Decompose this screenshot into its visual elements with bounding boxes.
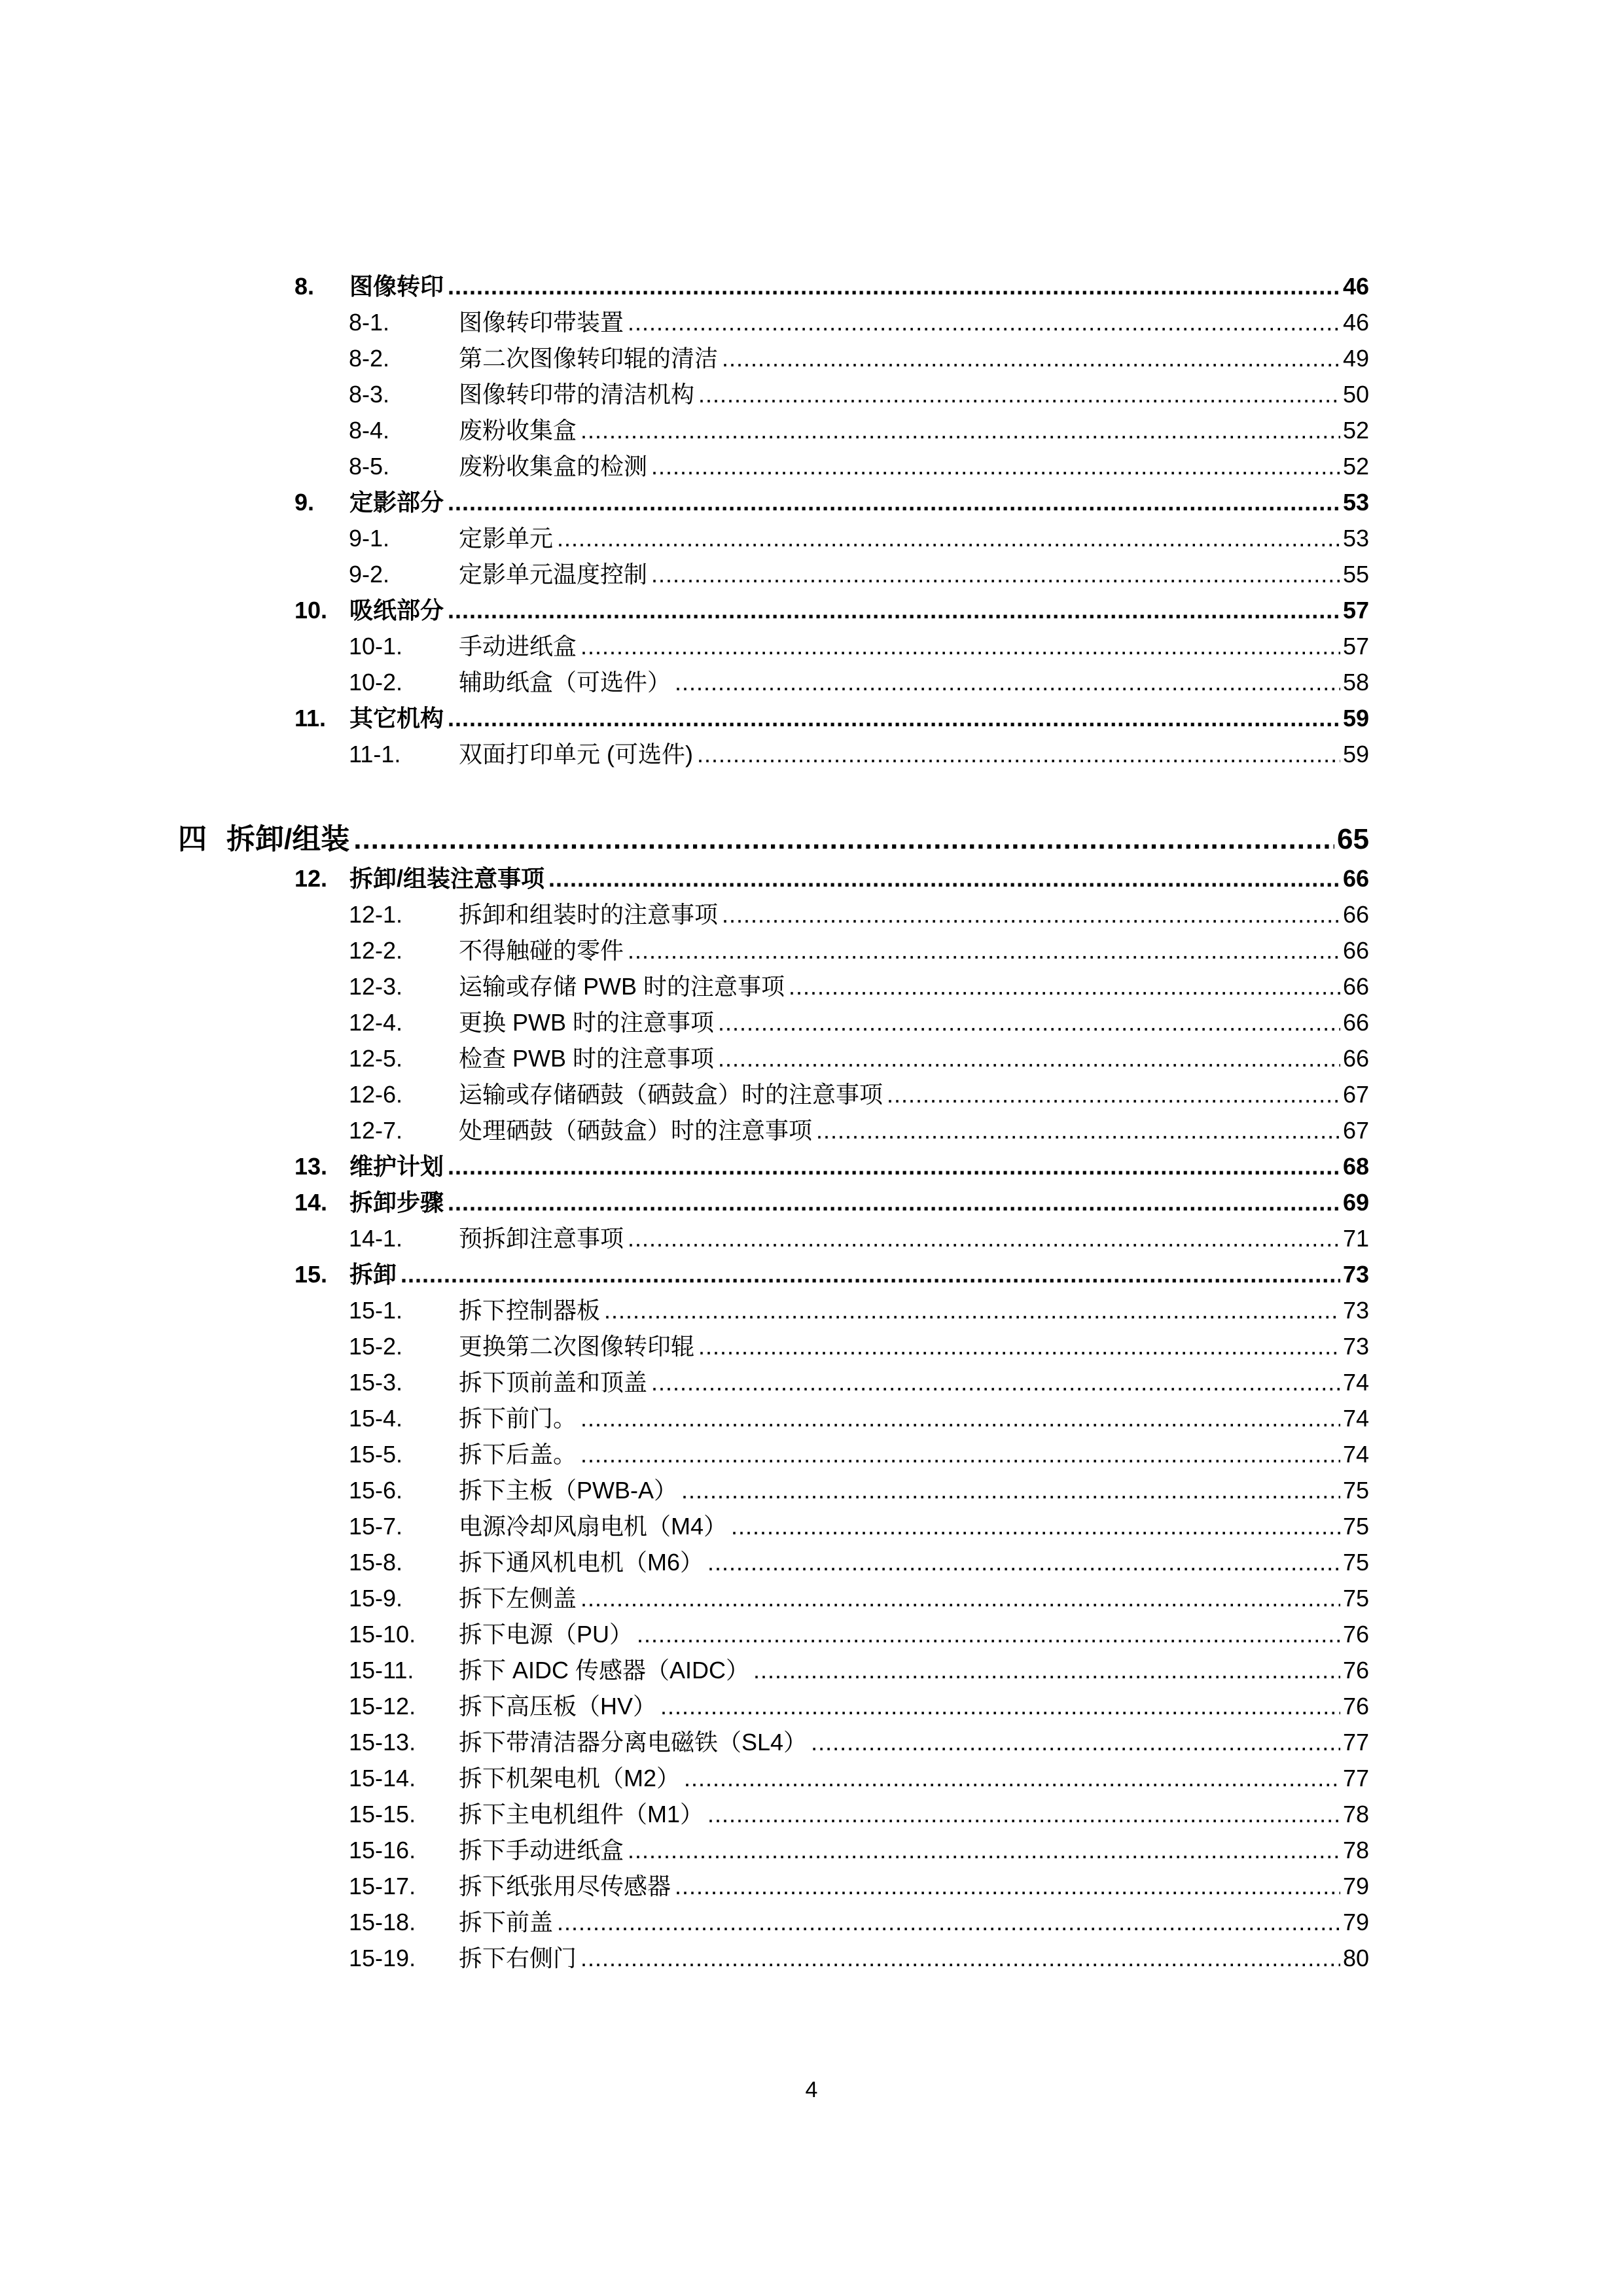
dot-leader [628, 1224, 1340, 1254]
toc-subsection-entry[interactable] [349, 1080, 1369, 1110]
dot-leader [580, 1404, 1340, 1434]
toc-entry-title: 拆下主电机组件（M1） [459, 1801, 704, 1828]
dot-leader [353, 822, 1334, 857]
toc-entry-page: 79 [1342, 1909, 1369, 1935]
toc-entry-number: 15-12. [349, 1693, 416, 1720]
toc-entry-number: 12. [294, 865, 328, 892]
toc-subsection-entry[interactable] [349, 1763, 1369, 1793]
toc-entry-title: 吸纸部分 [349, 597, 444, 624]
toc-subsection-entry[interactable] [349, 631, 1369, 662]
toc-entry-title: 拆卸/组装注意事项 [349, 865, 545, 892]
toc-entry-page: 66 [1342, 973, 1369, 1000]
toc-entry-page: 74 [1342, 1405, 1369, 1432]
dot-leader [707, 1547, 1340, 1578]
toc-section-entry[interactable] [294, 864, 1369, 894]
toc-entry-page: 68 [1342, 1153, 1369, 1180]
toc-entry-number: 15-10. [349, 1621, 416, 1648]
toc-entry-page: 78 [1342, 1801, 1369, 1828]
dot-leader [697, 739, 1340, 769]
toc-entry-number: 8-4. [349, 417, 390, 444]
dot-leader [675, 1871, 1340, 1901]
toc-section-entry[interactable] [294, 595, 1369, 626]
dot-leader [448, 487, 1340, 518]
toc-part-entry[interactable] [178, 822, 1369, 857]
toc-entry-title: 第二次图像转印辊的清洁 [459, 345, 719, 372]
dot-leader [557, 523, 1340, 554]
dot-leader [628, 936, 1340, 966]
toc-entry-page: 66 [1342, 901, 1369, 928]
toc-entry-title: 更换第二次图像转印辊 [459, 1333, 695, 1360]
toc-entry-page: 66 [1342, 1009, 1369, 1036]
toc-entry-number: 9-1. [349, 525, 390, 552]
dot-leader [448, 1188, 1340, 1218]
toc-subsection-entry[interactable] [349, 1439, 1369, 1470]
dot-leader [811, 1727, 1340, 1757]
dot-leader [789, 972, 1340, 1002]
toc-section-entry[interactable] [294, 703, 1369, 733]
toc-subsection-entry[interactable] [349, 1727, 1369, 1757]
toc-entry-title: 拆下主板（PWB-A） [459, 1477, 678, 1504]
toc-entry-page: 76 [1342, 1621, 1369, 1648]
dot-leader [722, 900, 1340, 930]
dot-leader [707, 1799, 1340, 1829]
toc-entry-title: 拆下后盖。 [459, 1441, 577, 1468]
toc-entry-page: 74 [1342, 1369, 1369, 1396]
toc-entry-page: 46 [1342, 273, 1369, 300]
toc-entry-title: 图像转印带装置 [459, 309, 624, 336]
dot-leader [580, 1583, 1340, 1614]
toc-entry-page: 52 [1342, 417, 1369, 444]
toc-entry-page: 49 [1342, 345, 1369, 372]
toc-entry-number: 15-2. [349, 1333, 403, 1360]
toc-subsection-entry[interactable] [349, 936, 1369, 966]
toc-entry-title: 拆卸 [349, 1261, 397, 1288]
toc-entry-title: 拆下纸张用尽传感器 [459, 1873, 671, 1899]
toc-subsection-entry[interactable] [349, 415, 1369, 446]
toc-entry-page: 73 [1342, 1297, 1369, 1324]
toc-subsection-entry[interactable] [349, 1943, 1369, 1973]
toc-subsection-entry[interactable] [349, 559, 1369, 590]
toc-subsection-entry[interactable] [349, 1583, 1369, 1614]
toc-entry-number: 15-4. [349, 1405, 403, 1432]
toc-entry-page: 78 [1342, 1837, 1369, 1863]
toc-entry-title: 拆下机架电机（M2） [459, 1765, 681, 1792]
dot-leader [887, 1080, 1340, 1110]
dot-leader [580, 1943, 1340, 1973]
toc-entry-number: 15-16. [349, 1837, 416, 1863]
toc-entry-number: 15-18. [349, 1909, 416, 1935]
toc-entry-title: 双面打印单元 (可选件) [459, 741, 693, 768]
toc-entry-title: 运输或存储硒鼓（硒鼓盒）时的注意事项 [459, 1081, 883, 1108]
toc-entry-title: 拆卸和组装时的注意事项 [459, 901, 719, 928]
dot-leader [684, 1763, 1340, 1793]
toc-subsection-entry[interactable] [349, 1116, 1369, 1146]
dot-leader [628, 308, 1340, 338]
dot-leader [557, 1907, 1340, 1937]
toc-entry-number: 15-9. [349, 1585, 403, 1612]
toc-entry-title: 辅助纸盒（可选件） [459, 669, 671, 696]
dot-leader [580, 631, 1340, 662]
toc-entry-page: 53 [1342, 525, 1369, 552]
toc-entry-title: 手动进纸盒 [459, 633, 577, 660]
toc-entry-number: 10-1. [349, 633, 403, 660]
toc-entry-number: 13. [294, 1153, 328, 1180]
toc-subsection-entry[interactable] [349, 972, 1369, 1002]
toc-entry-page: 67 [1342, 1117, 1369, 1144]
dot-leader [604, 1296, 1340, 1326]
toc-section-entry[interactable] [294, 272, 1369, 302]
toc-entry-number: 14-1. [349, 1225, 403, 1252]
toc-entry-number: 15-15. [349, 1801, 416, 1828]
toc-entry-page: 74 [1342, 1441, 1369, 1468]
toc-subsection-entry[interactable] [349, 1655, 1369, 1686]
toc-entry-number: 四 [178, 823, 207, 855]
toc-subsection-entry[interactable] [349, 667, 1369, 698]
toc-entry-page: 65 [1337, 823, 1369, 855]
dot-leader [718, 1008, 1340, 1038]
dot-leader [651, 1368, 1340, 1398]
toc-entry-number: 11-1. [349, 741, 401, 768]
toc-entry-page: 76 [1342, 1657, 1369, 1684]
toc-entry-number: 14. [294, 1189, 328, 1216]
dot-leader [448, 1152, 1340, 1182]
toc-entry-page: 58 [1342, 669, 1369, 696]
toc-entry-number: 8-1. [349, 309, 390, 336]
dot-leader [660, 1691, 1340, 1722]
toc-subsection-entry[interactable] [349, 1044, 1369, 1074]
toc-entry-title: 运输或存储 PWB 时的注意事项 [459, 973, 785, 1000]
toc-entry-title: 处理硒鼓（硒鼓盒）时的注意事项 [459, 1117, 813, 1144]
toc-subsection-entry[interactable] [349, 1691, 1369, 1722]
toc-entry-title: 维护计划 [349, 1153, 444, 1180]
dot-leader [675, 667, 1340, 698]
toc-entry-page: 59 [1342, 705, 1369, 732]
toc-section-entry[interactable] [294, 487, 1369, 518]
toc-entry-number: 9. [294, 489, 315, 516]
toc-entry-title: 其它机构 [349, 705, 444, 732]
dot-leader [651, 451, 1340, 482]
toc-entry-page: 77 [1342, 1729, 1369, 1756]
dot-leader [448, 272, 1340, 302]
toc-entry-title: 拆下左侧盖 [459, 1585, 577, 1612]
toc-entry-title: 图像转印带的清洁机构 [459, 381, 695, 408]
toc-entry-number: 8-2. [349, 345, 390, 372]
toc-entry-page: 66 [1342, 937, 1369, 964]
toc-entry-page: 55 [1342, 561, 1369, 588]
toc-entry-page: 52 [1342, 453, 1369, 480]
toc-entry-number: 12-5. [349, 1045, 403, 1072]
toc-entry-page: 73 [1342, 1333, 1369, 1360]
toc-subsection-entry[interactable] [349, 900, 1369, 930]
toc-subsection-entry[interactable] [349, 1511, 1369, 1542]
toc-entry-page: 77 [1342, 1765, 1369, 1792]
toc-entry-page: 59 [1342, 741, 1369, 768]
toc-entry-page: 76 [1342, 1693, 1369, 1720]
toc-entry-title: 拆下 AIDC 传感器（AIDC） [459, 1657, 750, 1684]
toc-entry-page: 75 [1342, 1549, 1369, 1576]
toc-entry-title: 拆卸/组装 [226, 823, 350, 855]
toc-entry-page: 67 [1342, 1081, 1369, 1108]
toc-entry-title: 检查 PWB 时的注意事项 [459, 1045, 715, 1072]
toc-entry-number: 10-2. [349, 669, 403, 696]
toc-entry-title: 拆下带清洁器分离电磁铁（SL4） [459, 1729, 808, 1756]
toc-subsection-entry[interactable] [349, 1332, 1369, 1362]
toc-entry-title: 预拆卸注意事项 [459, 1225, 624, 1252]
toc-subsection-entry[interactable] [349, 451, 1369, 482]
toc-entry-title: 拆下前盖 [459, 1909, 554, 1935]
toc-section-entry[interactable] [294, 1152, 1369, 1182]
toc-subsection-entry[interactable] [349, 1547, 1369, 1578]
toc-entry-title: 拆下顶前盖和顶盖 [459, 1369, 648, 1396]
toc-subsection-entry[interactable] [349, 1799, 1369, 1829]
toc-subsection-entry[interactable] [349, 308, 1369, 338]
toc-subsection-entry[interactable] [349, 1835, 1369, 1865]
dot-leader [448, 703, 1340, 733]
toc-subsection-entry[interactable] [349, 1907, 1369, 1937]
toc-entry-number: 15-8. [349, 1549, 403, 1576]
toc-entry-page: 46 [1342, 309, 1369, 336]
toc-entry-page: 75 [1342, 1585, 1369, 1612]
dot-leader [401, 1260, 1340, 1290]
dot-leader [722, 344, 1340, 374]
dot-leader [580, 415, 1340, 446]
toc-entry-number: 15-13. [349, 1729, 416, 1756]
toc-entry-number: 12-7. [349, 1117, 403, 1144]
page-number: 4 [805, 2077, 818, 2102]
toc-entry-title: 定影单元温度控制 [459, 561, 648, 588]
toc-entry-page: 50 [1342, 381, 1369, 408]
toc-entry-number: 15-19. [349, 1945, 416, 1971]
toc-entry-page: 79 [1342, 1873, 1369, 1899]
toc-entry-number: 12-2. [349, 937, 403, 964]
dot-leader [698, 1332, 1340, 1362]
toc-subsection-entry[interactable] [349, 1296, 1369, 1326]
toc-entry-page: 75 [1342, 1513, 1369, 1540]
dot-leader [753, 1655, 1340, 1686]
toc-entry-number: 8-3. [349, 381, 390, 408]
toc-subsection-entry[interactable] [349, 1224, 1369, 1254]
toc-entry-title: 不得触碰的零件 [459, 937, 624, 964]
toc-section-entry[interactable] [294, 1260, 1369, 1290]
toc-entry-page: 69 [1342, 1189, 1369, 1216]
dot-leader [681, 1475, 1340, 1506]
toc-subsection-entry[interactable] [349, 1008, 1369, 1038]
toc-subsection-entry[interactable] [349, 1404, 1369, 1434]
toc-entry-number: 15-11. [349, 1657, 414, 1684]
toc-subsection-entry[interactable] [349, 1619, 1369, 1650]
toc-entry-title: 拆下右侧门 [459, 1945, 577, 1971]
toc-entry-title: 拆下控制器板 [459, 1297, 601, 1324]
toc-entry-title: 拆下手动进纸盒 [459, 1837, 624, 1863]
toc-entry-title: 拆下高压板（HV） [459, 1693, 657, 1720]
dot-leader [731, 1511, 1340, 1542]
toc-entry-page: 71 [1342, 1225, 1369, 1252]
toc-entry-title: 拆下前门。 [459, 1405, 577, 1432]
toc-subsection-entry[interactable] [349, 380, 1369, 410]
dot-leader [580, 1439, 1340, 1470]
toc-entry-number: 10. [294, 597, 328, 624]
toc-entry-title: 废粉收集盒 [459, 417, 577, 444]
dot-leader [637, 1619, 1340, 1650]
dot-leader [651, 559, 1340, 590]
toc-entry-page: 75 [1342, 1477, 1369, 1504]
toc-entry-number: 15-7. [349, 1513, 403, 1540]
toc-entry-number: 9-2. [349, 561, 390, 588]
toc-subsection-entry[interactable] [349, 1368, 1369, 1398]
toc-entry-page: 53 [1342, 489, 1369, 516]
toc-entry-title: 拆卸步骤 [349, 1189, 444, 1216]
toc-subsection-entry[interactable] [349, 1475, 1369, 1506]
dot-leader [718, 1044, 1340, 1074]
toc-entry-number: 15-3. [349, 1369, 403, 1396]
toc-entry-page: 66 [1342, 865, 1369, 892]
toc-entry-title: 定影部分 [349, 489, 444, 516]
dot-leader [548, 864, 1340, 894]
toc-entry-number: 12-3. [349, 973, 403, 1000]
toc-entry-number: 12-1. [349, 901, 403, 928]
toc-entry-page: 66 [1342, 1045, 1369, 1072]
toc-section-entry[interactable] [294, 1188, 1369, 1218]
toc-entry-title: 拆下电源（PU） [459, 1621, 633, 1648]
toc-entry-page: 57 [1342, 597, 1369, 624]
dot-leader [628, 1835, 1340, 1865]
toc-subsection-entry[interactable] [349, 344, 1369, 374]
dot-leader [698, 380, 1340, 410]
toc-entry-title: 拆下通风机电机（M6） [459, 1549, 704, 1576]
toc-entry-number: 15-1. [349, 1297, 403, 1324]
toc-entry-number: 15-14. [349, 1765, 416, 1792]
toc-entry-number: 8. [294, 273, 315, 300]
dot-leader [816, 1116, 1340, 1146]
toc-entry-title: 更换 PWB 时的注意事项 [459, 1009, 715, 1036]
toc-entry-title: 废粉收集盒的检测 [459, 453, 648, 480]
toc-entry-title: 定影单元 [459, 525, 554, 552]
toc-entry-title: 电源冷却风扇电机（M4） [459, 1513, 728, 1540]
toc-entry-number: 12-6. [349, 1081, 403, 1108]
toc-subsection-entry[interactable] [349, 739, 1369, 769]
toc-entry-number: 12-4. [349, 1009, 403, 1036]
toc-entry-number: 11. [294, 705, 327, 732]
toc-subsection-entry[interactable] [349, 1871, 1369, 1901]
dot-leader [448, 595, 1340, 626]
toc-entry-number: 15-5. [349, 1441, 403, 1468]
toc-entry-page: 80 [1342, 1945, 1369, 1971]
toc-entry-title: 图像转印 [349, 273, 444, 300]
toc-entry-number: 15. [294, 1261, 328, 1288]
toc-entry-page: 57 [1342, 633, 1369, 660]
toc-entry-page: 73 [1342, 1261, 1369, 1288]
toc-subsection-entry[interactable] [349, 523, 1369, 554]
toc-entry-number: 8-5. [349, 453, 390, 480]
toc-entry-number: 15-17. [349, 1873, 416, 1899]
toc-entry-number: 15-6. [349, 1477, 403, 1504]
